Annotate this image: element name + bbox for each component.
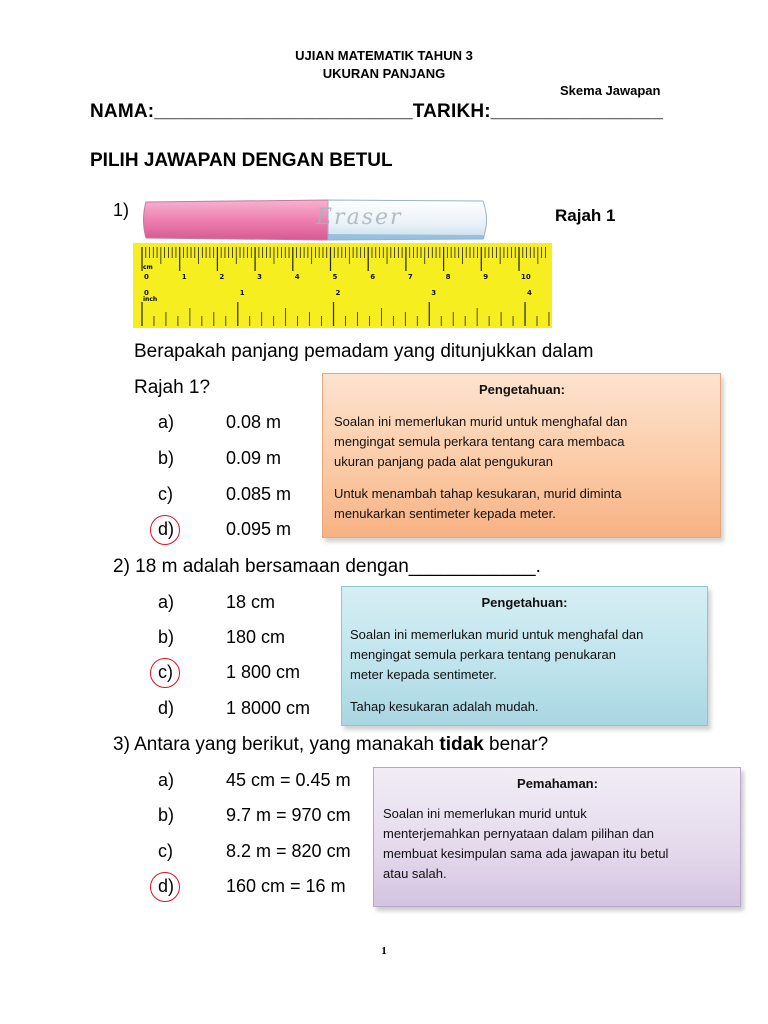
ruler-cm-number: 8 bbox=[445, 273, 451, 281]
page-number: 1 bbox=[381, 945, 387, 957]
instruction: PILIH JAWAPAN DENGAN BETUL bbox=[90, 150, 393, 171]
q3-text bbox=[113, 734, 548, 756]
answer-scheme-label: Skema Jawapan bbox=[560, 83, 661, 98]
ruler-inch-label: inch bbox=[143, 296, 158, 303]
note-2-title: Pengetahuan: bbox=[481, 595, 568, 610]
q2-option-a-text: 18 cm bbox=[226, 592, 276, 612]
note-3-title: Pemahaman: bbox=[517, 776, 598, 791]
q2-option-a-letter: a) bbox=[158, 592, 175, 612]
ruler-cm-number: 4 bbox=[294, 273, 300, 281]
q1-option-c-text: 0.085 m bbox=[226, 484, 292, 504]
q1-text-line1: Berapakah panjang pemadam yang ditunjukkan dalam bbox=[134, 341, 594, 362]
ruler-cm-number: 0 bbox=[144, 273, 149, 281]
note-2-line: Tahap kesukaran adalah mudah. bbox=[350, 699, 539, 714]
q1-option-d-text: 0.095 m bbox=[226, 519, 292, 539]
q2-option-b-text: 180 cm bbox=[226, 627, 286, 647]
note-1-title: Pengetahuan: bbox=[479, 382, 565, 397]
note-box-1 bbox=[322, 373, 721, 538]
note-3-line: menterjemahkan pernyataan dalam pilihan dan bbox=[383, 826, 655, 841]
ruler-cm-number: 5 bbox=[332, 273, 338, 281]
q1-text-line2: Rajah 1? bbox=[134, 377, 211, 398]
q1-option-b-letter: b) bbox=[158, 448, 175, 468]
ruler-image bbox=[133, 243, 552, 328]
note-1-line: Untuk menambah tahap kesukaran, murid diminta bbox=[334, 486, 622, 501]
note-3-line: atau salah. bbox=[383, 866, 447, 881]
q3-option-a-text: 45 cm = 0.45 m bbox=[226, 770, 351, 790]
note-1-line: ukuran panjang pada alat pengukuran bbox=[334, 454, 554, 469]
q3-text-post: benar? bbox=[483, 734, 549, 755]
eraser-image bbox=[138, 196, 494, 244]
test-title: UJIAN MATEMATIK TAHUN 3 bbox=[295, 48, 473, 63]
ruler-cm-number: 2 bbox=[219, 273, 225, 281]
q1-option-c-letter: c) bbox=[158, 484, 173, 504]
q3-text-pre: 3) Antara yang berikut, yang manakah bbox=[113, 734, 440, 755]
note-1-line: menukarkan sentimeter kepada meter. bbox=[334, 506, 556, 521]
ruler-cm-number: 7 bbox=[407, 273, 413, 281]
ruler-inch-number: 2 bbox=[335, 289, 341, 297]
ruler-cm-number: 1 bbox=[181, 273, 187, 281]
note-2-line: Soalan ini memerlukan murid untuk menghafal dan bbox=[350, 627, 644, 642]
eraser-brand-text: Eraser bbox=[316, 205, 403, 230]
q1-option-d-letter: d) bbox=[158, 519, 175, 539]
q2-option-b-letter: b) bbox=[158, 627, 175, 647]
ruler-cm-number: 9 bbox=[483, 273, 489, 281]
note-3-line: membuat kesimpulan sama ada jawapan itu betul bbox=[383, 846, 669, 861]
note-box-3 bbox=[373, 767, 741, 907]
q2-option-d-letter: d) bbox=[158, 698, 175, 718]
q3-option-b-letter: b) bbox=[158, 805, 175, 825]
ruler-cm-number: 6 bbox=[370, 273, 376, 281]
note-3-line: Soalan ini memerlukan murid untuk bbox=[383, 806, 587, 821]
ruler-inch-number: 0 bbox=[144, 289, 149, 297]
q3-option-b-text: 9.7 m = 970 cm bbox=[226, 805, 351, 825]
ruler-cm-number: 3 bbox=[257, 273, 262, 281]
q3-option-a-letter: a) bbox=[158, 770, 175, 790]
q1-option-a-letter: a) bbox=[158, 412, 175, 432]
q1-number: 1) bbox=[113, 200, 130, 220]
note-2-line: meter kepada sentimeter. bbox=[350, 667, 497, 682]
q1-option-a-text: 0.08 m bbox=[226, 412, 282, 432]
ruler-inch-number: 1 bbox=[239, 289, 245, 297]
ruler-cm-label: cm bbox=[143, 264, 153, 271]
note-1-line: mengingat semula perkara tentang cara membaca bbox=[334, 434, 625, 449]
ruler-inch-number: 3 bbox=[431, 289, 437, 297]
q2-text: 2) 18 m adalah bersamaan dengan____________. bbox=[113, 556, 541, 577]
ruler-inch-number: 4 bbox=[527, 289, 532, 297]
name-date-row: NAMA:________________________TARIKH:________________ bbox=[90, 101, 664, 122]
note-2-line: mengingat semula perkara tentang penukaran bbox=[350, 647, 616, 662]
q1-option-b-text: 0.09 m bbox=[226, 448, 282, 468]
note-1-line: Soalan ini memerlukan murid untuk menghafal dan bbox=[334, 414, 628, 429]
q3-option-d-text: 160 cm = 16 m bbox=[226, 876, 346, 896]
figure-label: Rajah 1 bbox=[555, 206, 616, 225]
q3-text-bold: tidak bbox=[439, 734, 484, 755]
ruler-cm-number: 10 bbox=[521, 273, 531, 281]
q3-option-c-letter: c) bbox=[158, 841, 173, 861]
q2-option-c-text: 1 800 cm bbox=[226, 662, 301, 682]
note-box-2 bbox=[341, 586, 708, 726]
test-subtitle: UKURAN PANJANG bbox=[322, 66, 446, 81]
q2-option-d-text: 1 8000 cm bbox=[226, 698, 311, 718]
q3-option-c-text: 8.2 m = 820 cm bbox=[226, 841, 351, 861]
q2-option-c-letter: c) bbox=[158, 662, 173, 682]
q3-option-d-letter: d) bbox=[158, 876, 175, 896]
